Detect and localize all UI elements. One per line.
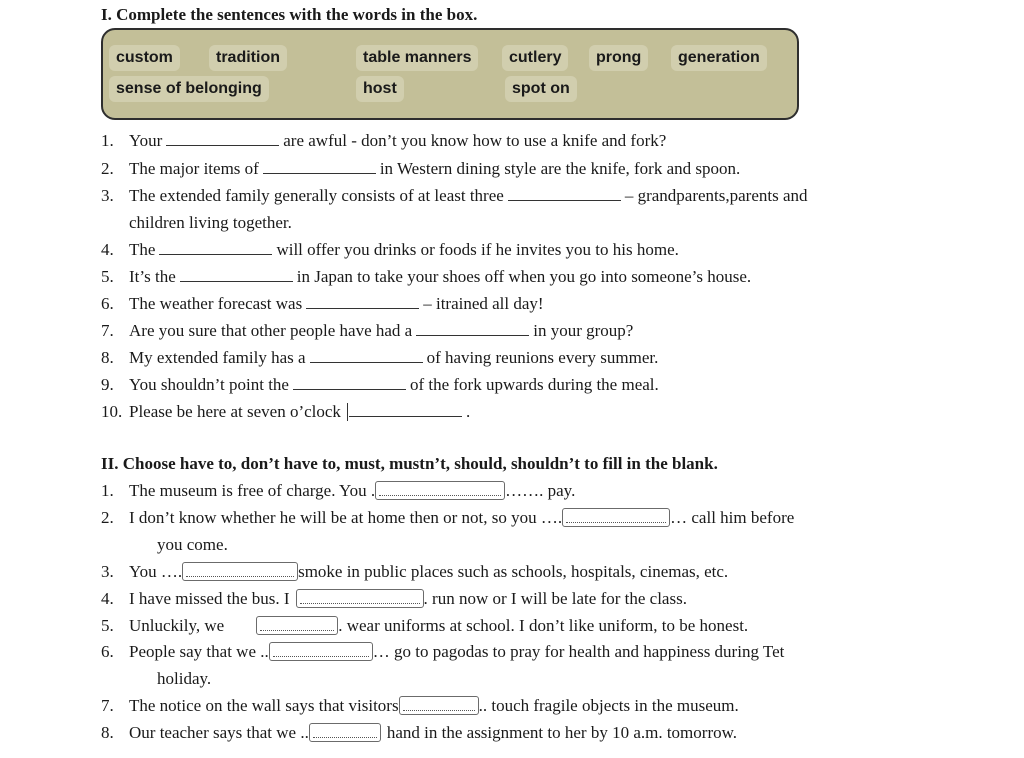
s2-item-2 [101,507,794,529]
answer-blank[interactable] [293,375,406,390]
word-chip-custom: custom [109,45,180,71]
item-text-before: The [129,240,156,259]
answer-blank[interactable] [310,348,423,363]
item-number: 8. [101,723,114,742]
s2-item-4 [101,588,687,610]
item-text-after: in Japan to take your shoes off when you go into someone’s house. [296,267,752,286]
item-text-before: The major items of [129,159,259,178]
item-text-after: of the fork upwards during the meal. [409,375,659,394]
answer-box[interactable] [399,696,479,715]
item-text-before: You shouldn’t point the [129,375,289,394]
item-number: 5. [101,267,114,286]
item-text-after: hand in the assignment to her by 10 a.m. tomorrow. [386,723,738,742]
answer-blank[interactable] [508,186,621,201]
section-2-heading: II. Choose have to, don’t have to, must, mustn’t, should, shouldn’t to fill in the blank. [101,454,718,473]
answer-box[interactable] [562,508,670,527]
word-chip-table-manners: table manners [356,45,478,71]
s2-item-1 [101,480,575,502]
item-text-before: Are you sure that other people have had a [129,321,413,340]
item-text-after: ……. pay. [505,481,576,500]
item-text-after: will offer you drinks or foods if he invites you to his home. [276,240,679,259]
item-number: 4. [101,240,114,259]
item-text-after: – itrained all day! [423,294,544,313]
s1-item-3-continuation: children living together. [129,213,292,232]
s1-item-5 [101,266,751,288]
item-text-after: smoke in public places such as schools, hospitals, cinemas, etc. [298,562,729,581]
answer-blank[interactable] [180,267,293,282]
s1-item-3 [101,185,808,207]
item-number: 9. [101,375,114,394]
s2-item-8 [101,722,737,744]
item-text-after: . [465,402,471,421]
s2-item-7 [101,695,739,717]
s1-item-1 [101,130,666,152]
answer-box[interactable] [256,616,338,635]
word-chip-host: host [356,76,404,102]
item-text-before: It’s the [129,267,176,286]
item-text-after: … go to pagodas to pray for health and happiness during Tet [372,642,785,661]
item-number: 2. [101,508,114,527]
text-cursor [347,403,348,421]
section-1-heading: I. Complete the sentences with the words in the box. [101,5,478,24]
item-text-before: The extended family generally consists of at least three [129,186,504,205]
item-text-before: People say that we .. [129,642,269,661]
word-chip-sense-of-belonging: sense of belonging [109,76,269,102]
item-number: 4. [101,589,114,608]
answer-blank[interactable] [416,321,529,336]
answer-blank[interactable] [159,240,272,255]
answer-blank[interactable] [349,402,462,417]
item-number: 3. [101,562,114,581]
s2-item-3 [101,561,728,583]
s2-item-5 [101,615,748,637]
item-text-after: .. touch fragile objects in the museum. [478,696,739,715]
s1-item-10 [101,401,470,423]
item-text-after: in Western dining style are the knife, fork and spoon. [379,159,741,178]
s2-item-2-continuation: you come. [157,535,228,554]
s2-item-6 [101,641,784,663]
answer-blank[interactable] [306,294,419,309]
item-text-before: The museum is free of charge. You . [129,481,376,500]
item-text-before: I have missed the bus. I [129,589,290,608]
s1-item-9 [101,374,659,396]
word-chip-cutlery: cutlery [502,45,568,71]
item-number: 1. [101,131,114,150]
answer-blank[interactable] [166,131,279,146]
item-text-after: in your group? [533,321,634,340]
item-text-before: My extended family has a [129,348,306,367]
item-text-after: are awful - don’t you know how to use a knife and fork? [283,131,667,150]
s1-item-2 [101,158,740,180]
s1-item-7 [101,320,633,342]
item-text-before: Your [129,131,163,150]
item-number: 1. [101,481,114,500]
word-box [101,28,799,120]
item-text-before: The weather forecast was [129,294,303,313]
s1-item-6 [101,293,544,315]
item-text-after: – grandparents,parents and [624,186,808,205]
word-chip-prong: prong [589,45,648,71]
item-number: 2. [101,159,114,178]
item-number: 5. [101,616,114,635]
item-text-before: The notice on the wall says that visitors [129,696,399,715]
item-text-before: I don’t know whether he will be at home then or not, so you …. [129,508,563,527]
item-text-after: . run now or I will be late for the class. [423,589,687,608]
s1-item-4 [101,239,679,261]
item-text-after: . wear uniforms at school. I don’t like uniform, to be honest. [338,616,749,635]
item-number: 7. [101,321,114,340]
answer-box[interactable] [269,642,373,661]
word-chip-generation: generation [671,45,767,71]
item-text-before: Our teacher says that we .. [129,723,309,742]
answer-box[interactable] [309,723,381,742]
item-number: 8. [101,348,114,367]
answer-box[interactable] [375,481,505,500]
answer-box[interactable] [182,562,298,581]
s1-item-8 [101,347,658,369]
item-number: 7. [101,696,114,715]
item-text-before: Unluckily, we [129,616,225,635]
item-text-after: … call him before [670,508,795,527]
word-chip-spot-on: spot on [505,76,577,102]
item-number: 6. [101,294,114,313]
item-number: 3. [101,186,114,205]
item-text-after: of having reunions every summer. [426,348,659,367]
item-text-before: You …. [129,562,183,581]
answer-box[interactable] [296,589,424,608]
s2-item-6-continuation: holiday. [157,669,212,688]
answer-blank[interactable] [263,159,376,174]
word-chip-tradition: tradition [209,45,287,71]
item-number: 10. [101,402,123,421]
item-number: 6. [101,642,114,661]
item-text-before: Please be here at seven o’clock [129,402,341,421]
